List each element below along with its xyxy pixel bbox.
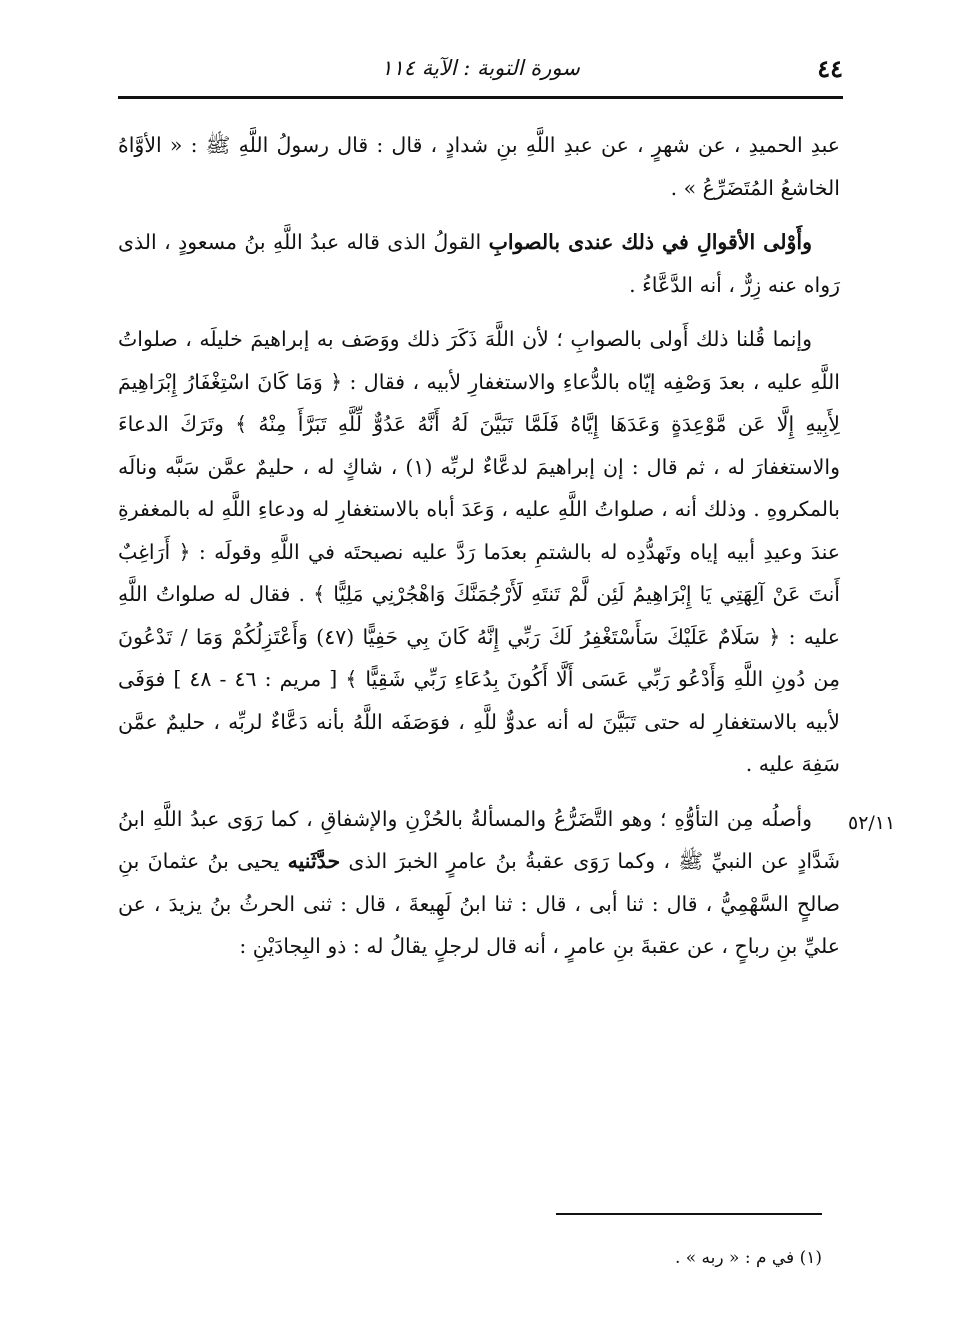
paragraph-2	[118, 221, 840, 306]
paragraph-4-bold-word: حدَّثَنيه	[287, 849, 341, 873]
running-head	[118, 50, 843, 90]
header-rule	[118, 96, 843, 99]
paragraph-4	[118, 798, 840, 968]
footnote: (١) في م : « ربه » .	[674, 1248, 822, 1268]
margin-reference: ٥٢/١١	[848, 812, 896, 834]
paragraph-2-text: القولُ الذى قاله عبدُ اللَّهِ بنُ مسعودٍ ، الذى رَواه عنه زِرٌّ ، أنه الدَّعَّاءُ .	[118, 230, 840, 297]
paragraph-3: وإنما قُلنا ذلك أَولى بالصوابِ ؛ لأن اللَّهَ ذَكَرَ ذلك ووَصَف به إبراهيمَ خليلَه ، صلواتُ اللَّهِ عليه ، بعدَ وَصْفِه إيّاه بالدُّعاءِ والاستغفارِ لأبيه ، فقال : ﴿ وَمَا كَانَ اسْتِغْفَارُ إِبْرَاهِيمَ لِأَبِيهِ إِلَّا عَن مَّوْعِدَةٍ وَعَدَهَا إِيَّاهُ فَلَمَّا تَبَيَّنَ لَهُ أَنَّهُ عَدُوٌّ لِّلَّهِ تَبَرَّأَ مِنْهُ ﴾ وتَرَكَ الدعاءَ والاستغفارَ له ، ثم قال : إن إبراهيمَ لدعَّاءٌ لربِّه (١) ، شاكٍ له ، حليمٌ عمَّن سَبَّه ونالَه بالمكروهِ . وذلك أنه ، صلواتُ اللَّهِ عليه ، وَعَدَ أباه بالاستغفارِ له ودعاءِ اللَّهِ له بالمغفرةِ عندَ وعيدِ أبيه إياه وتَهدُّدِه له بالشتمِ بعدَما رَدَّ عليه نصيحتَه في اللَّهِ وقولَه : ﴿ أَرَاغِبٌ أَنتَ عَنْ آلِهَتِي يَا إِبْرَاهِيمُ لَئِن لَّمْ تَنتَهِ لَأَرْجُمَنَّكَ وَاهْجُرْنِي مَلِيًّا ﴾ . فقال له صلواتُ اللَّهِ عليه : ﴿ سَلَامٌ عَلَيْكَ سَأَسْتَغْفِرُ لَكَ رَبِّي إِنَّهُ كَانَ بِي حَفِيًّا (٤٧) وَأَعْتَزِلُكُمْ وَمَا / تَدْعُونَ مِن دُونِ اللَّهِ وَأَدْعُو رَبِّي عَسَى أَلَّا أَكُونَ بِدُعَاءِ رَبِّي شَقِيًّا ﴾ [ مريم : ٤٦ - ٤٨ ] فوَفَى لأبيه بالاستغفارِ له حتى تَبَيَّنَ له أنه عدوٌّ للَّهِ ، فوَصَفَه اللَّهُ بأنه دَعَّاءٌ لربِّه ، حليمٌ عمَّن سَفِهَ عليه .	[118, 327, 840, 776]
paragraph-4-lead: وأصلُه مِن التأوُّهِ ؛ وهو التَّضَرُّعُ والمسألةُ بالحُزْنِ والإشفاقِ ، كما رَوَى عبدُ اللَّهِ ابنُ شَدَّادٍ عن النبيِّ ﷺ ، وكما رَوَى عقبةُ بنُ عامرٍ الخبرَ الذى	[118, 806, 840, 873]
body-text	[118, 124, 840, 980]
running-title: سورة التوبة : الآية ١١٤	[381, 56, 580, 80]
paragraph-2-bold-lead: وأَوْلى الأقوالِ في ذلك عندى بالصوابِ	[488, 230, 812, 254]
page-number: ٤٤	[817, 54, 843, 83]
footnote-rule	[556, 1213, 822, 1215]
paragraph-1: عبدِ الحميدِ ، عن شهرٍ ، عن عبدِ اللَّهِ بنِ شدادٍ ، قال : قال رسولُ اللَّهِ ﷺ : « الأوَّاهُ الخاشعُ المُتَضَرِّعُ » .	[118, 133, 840, 200]
paragraph-4-text: يحيى بنُ عثمانَ بنِ صالحٍ السَّهْمِيُّ ، قال : ثنا أبى ، قال : ثنا ابنُ لَهِيعةَ ، قال : ثنى الحرثُ بنُ يزيدَ ، عن عليِّ بنِ رباحٍ ، عن عقبةَ بنِ عامرٍ ، أنه قال لرجلٍ يقالُ له : ذو البِجادَيْنِ :	[118, 849, 840, 958]
